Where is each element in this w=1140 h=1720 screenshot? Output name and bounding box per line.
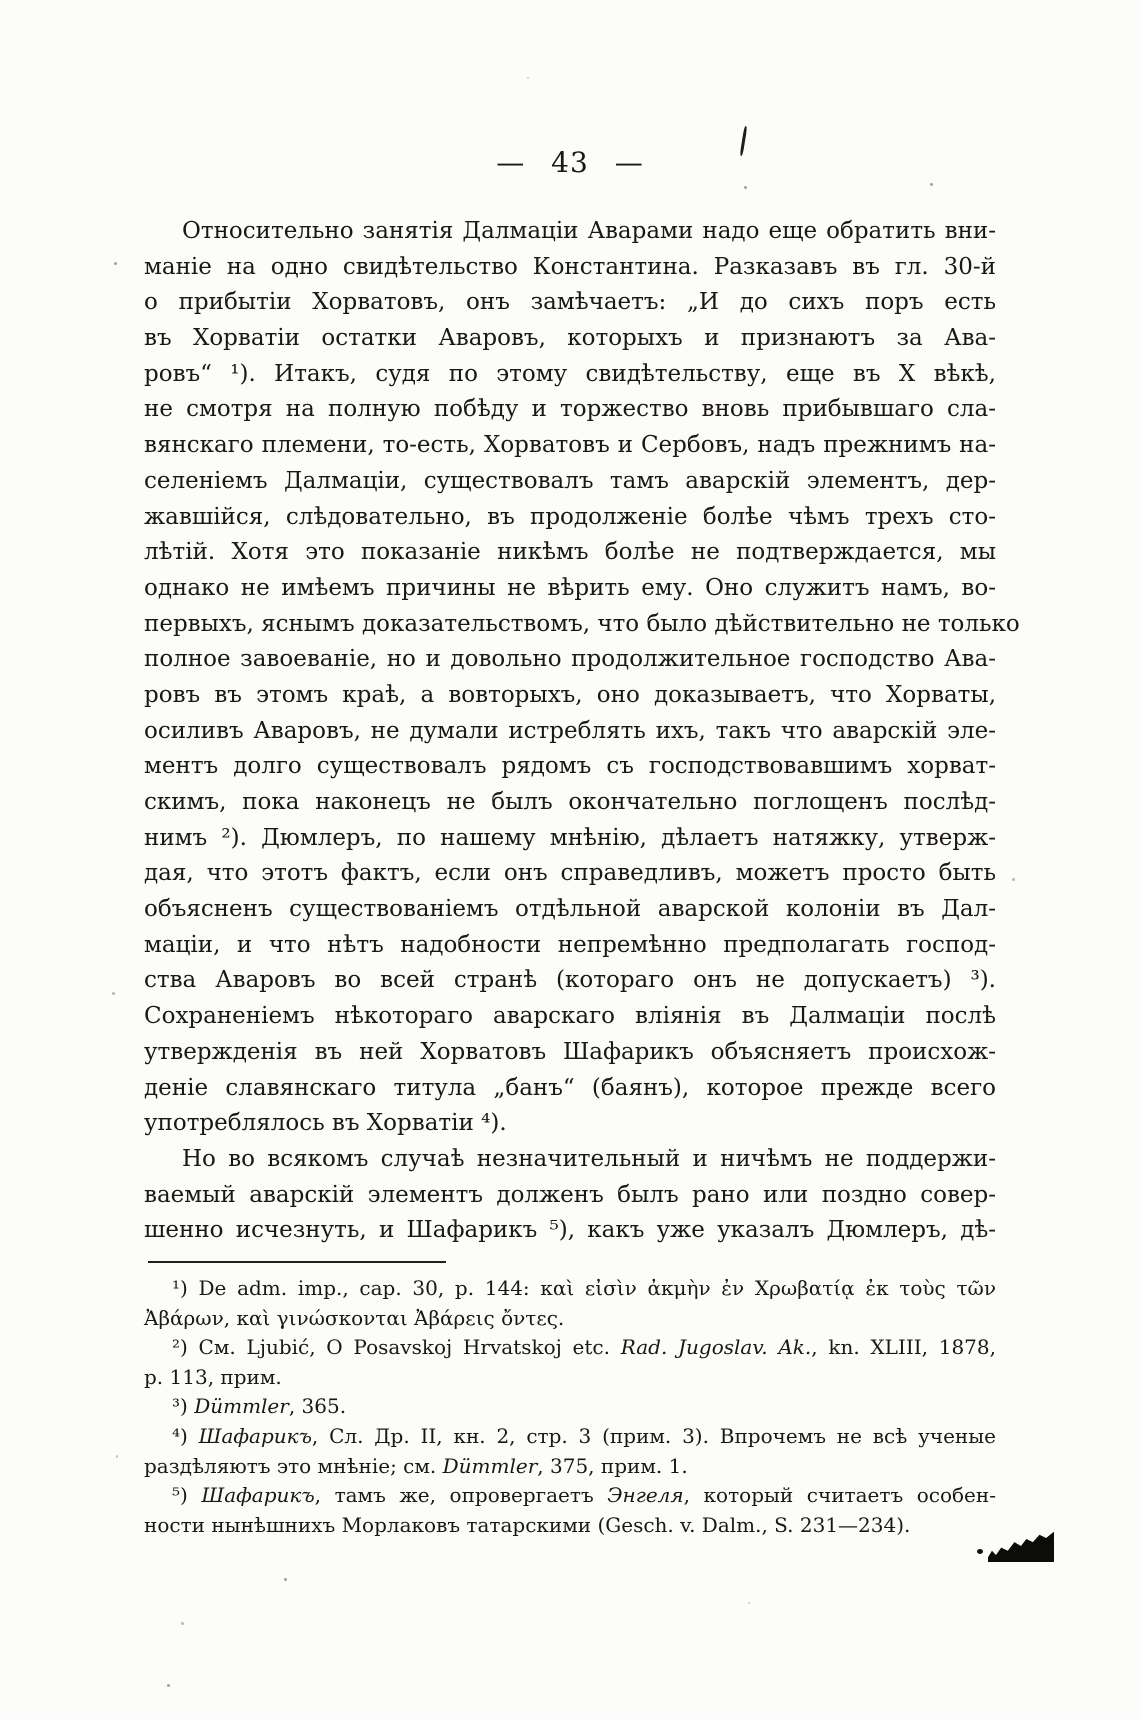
footnote-text: , kn. XLIII, 1878, <box>811 1335 996 1360</box>
footnote-marker: ⁵) <box>172 1483 202 1508</box>
text-line: нимъ ²). Дюмлеръ, по нашему мнѣнію, дѣлаетъ натяжку, утверж- <box>144 824 996 851</box>
text-line: Относительно занятія Далмаціи Аварами надо еще обратить вни- <box>182 218 996 244</box>
scan-speck <box>906 594 909 597</box>
page-number: — 43 — <box>496 146 644 179</box>
text-line: первыхъ, яснымъ доказательствомъ, что было дѣйствительно не только <box>144 610 1020 637</box>
text-line: жавшійся, слѣдовательно, въ продолженіе болѣе чѣмъ трехъ сто- <box>144 503 996 530</box>
text-line: Сохраненіемъ нѣкотораго аварскаго вліянія въ Далмаціи послѣ <box>144 1003 996 1030</box>
footnote-text: , тамъ же, опровергаетъ <box>314 1483 608 1508</box>
footnote-citation: Dümmler <box>442 1453 538 1478</box>
footnote-line: ности нынѣшнихъ Морлаковъ татарскими (Gesch. v. Dalm., S. 231—234). <box>144 1512 911 1537</box>
main-text-block <box>144 214 1020 1249</box>
text-line: вянскаго племени, то-есть, Хорватовъ и Сербовъ, надъ прежнимъ на- <box>144 432 996 459</box>
footnote-citation: Шафарикъ <box>198 1423 312 1448</box>
footnote-line <box>172 1333 996 1363</box>
text-line: ровъ“ ¹). Итакъ, судя по этому свидѣтельству, еще въ X вѣкѣ, <box>144 360 996 387</box>
text-line: ровъ въ этомъ краѣ, а вовторыхъ, оно доказываетъ, что Хорваты, <box>144 681 996 708</box>
ink-speck <box>977 1549 983 1554</box>
text-line: полное завоеваніе, но и довольно продолжительное господство Ава- <box>144 646 996 673</box>
footnote-line <box>172 1481 996 1511</box>
footnote-line: p. 113, прим. <box>144 1364 282 1389</box>
text-line: ментъ долго существовалъ рядомъ съ господствовавшимъ хорват- <box>144 753 996 780</box>
footnote-text: , который считаетъ особен- <box>683 1483 996 1508</box>
ink-blot <box>988 1530 1054 1562</box>
text-line: осиливъ Аваровъ, не думали истреблять ихъ, такъ что аварскій эле- <box>144 717 996 744</box>
text-line: скимъ, пока наконецъ не былъ окончательно поглощенъ послѣд- <box>144 789 996 815</box>
footnote-text: , 375, прим. 1. <box>537 1453 688 1478</box>
text-line: въ Хорватіи остатки Аваровъ, которыхъ и признаютъ за Ава- <box>144 325 996 352</box>
footnote-text: , 365. <box>288 1394 347 1419</box>
footnote-marker: ⁴) <box>172 1423 199 1448</box>
scan-speck <box>930 183 933 186</box>
scan-speck <box>748 1602 750 1604</box>
scan-speck <box>112 992 115 995</box>
scan-speck <box>167 1684 170 1687</box>
scan-speck <box>1012 878 1015 881</box>
footnote-citation: Энгеля <box>607 1483 684 1508</box>
text-line: маціи, и что нѣтъ надобности непремѣнно предполагать господ- <box>144 931 996 958</box>
footnote-text: ²) См. Ljubić, O Posavskoj Hrvatskoj etc. <box>172 1335 621 1360</box>
footnote-separator <box>148 1261 446 1263</box>
scan-speck <box>744 186 747 189</box>
scan-speck <box>527 77 529 79</box>
footnote-citation: Dümmler <box>194 1394 289 1419</box>
scan-speck <box>181 1622 184 1625</box>
footnote-line <box>172 1392 996 1422</box>
text-line: шенно исчезнуть, и Шафарикъ ⁵), какъ уже указалъ Дюмлеръ, дѣ- <box>144 1217 996 1244</box>
footnote-text: , Сл. Др. II, кн. 2, стр. 3 (прим. 3). Впрочемъ не всѣ ученые <box>311 1423 996 1448</box>
text-line: дая, что этотъ фактъ, если онъ справедливъ, можетъ просто быть <box>144 860 996 887</box>
text-line: селеніемъ Далмаціи, существовалъ тамъ аварскій элементъ, дер- <box>144 467 996 494</box>
scan-speck <box>284 1578 287 1581</box>
text-line: маніе на одно свидѣтельство Константина. Разказавъ въ гл. 30-й <box>144 253 996 280</box>
text-line: лѣтій. Хотя это показаніе никѣмъ болѣе не подтверждается, мы <box>144 539 996 566</box>
footnotes-block <box>144 1274 996 1540</box>
text-line: утвержденія въ ней Хорватовъ Шафарикъ объясняетъ происхож- <box>144 1038 996 1065</box>
text-line: ства Аваровъ во всей странѣ (котораго онъ не допускаетъ) ³). <box>144 967 996 994</box>
scan-speck <box>114 262 117 265</box>
text-line: употреблялось въ Хорватіи ⁴). <box>144 1110 507 1137</box>
text-line: ваемый аварскій элементъ долженъ былъ рано или поздно совер- <box>144 1181 996 1208</box>
footnote-citation: Шафарикъ <box>201 1483 315 1508</box>
footnote-text: раздѣляютъ это мнѣніе; см. <box>144 1453 443 1478</box>
text-line: не смотря на полную побѣду и торжество вновь прибывшаго сла- <box>144 396 996 423</box>
text-line: о прибытіи Хорватовъ, онъ замѣчаетъ: „И до сихъ поръ есть <box>144 289 996 316</box>
footnote-marker: ³) <box>172 1394 195 1419</box>
text-line: деніе славянскаго титула „банъ“ (баянъ), которое прежде всего <box>144 1074 996 1101</box>
text-line: однако не имѣемъ причины не вѣрить ему. Оно служитъ намъ, во- <box>144 574 996 601</box>
text-line: Но во всякомъ случаѣ незначительный и ничѣмъ не поддержи- <box>182 1145 996 1172</box>
text-line: объясненъ существованіемъ отдѣльной аварской колоніи въ Дал- <box>144 896 996 923</box>
footnote-line <box>172 1422 996 1452</box>
footnote-line <box>144 1452 996 1482</box>
scan-speck <box>116 1455 118 1458</box>
footnote-citation: Rad. Jugoslav. Ak. <box>620 1335 812 1360</box>
footnote-line: Ἀβάρων, καὶ γινώσκονται Ἀβάρεις ὄντες. <box>144 1305 565 1330</box>
footnote-line: ¹) De adm. imp., cap. 30, p. 144: καὶ εἰσὶν ἀκμὴν ἐν Χρωβατίᾳ ἐκ τοὺς τῶν <box>172 1276 996 1300</box>
